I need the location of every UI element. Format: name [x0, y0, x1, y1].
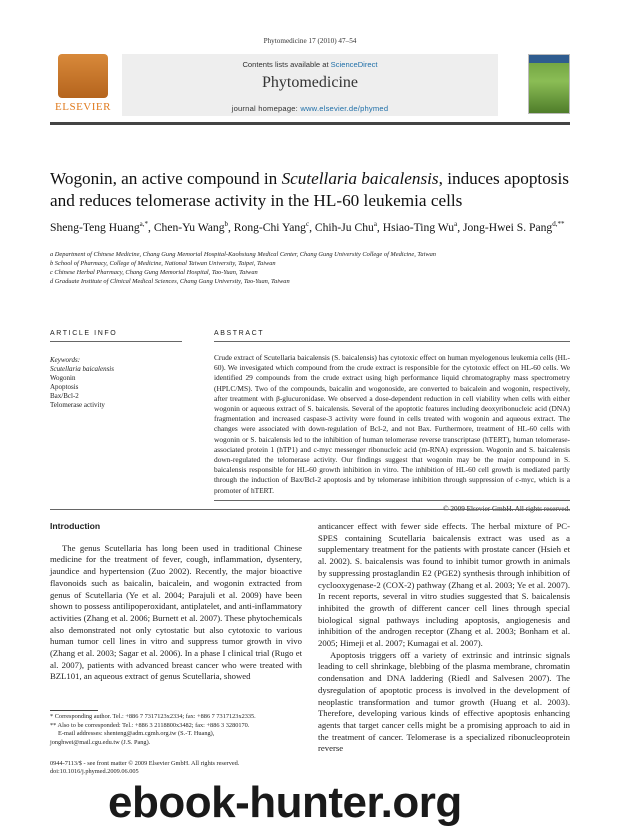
footnote-corresponding: * Corresponding author. Tel.: +886 7 7317123x2334; fax: +886 7 7317123x2335.	[50, 713, 256, 720]
sciencedirect-link[interactable]: ScienceDirect	[330, 60, 378, 69]
right-column	[318, 521, 570, 755]
elsevier-logo	[50, 54, 116, 118]
issn-doi	[50, 760, 310, 777]
article-info-heading: ARTICLE INFO	[50, 330, 118, 337]
elsevier-wordmark: ELSEVIER	[55, 101, 111, 113]
contents-prefix: Contents lists available at	[242, 60, 331, 69]
affiliation-b: b School of Pharmacy, College of Medicine, National Taiwan University, Taipei, Taiwan	[50, 260, 276, 267]
footnote-email: E-mail addresses: shenteng@adm.cgmh.org.tw (S.-T. Huang),	[58, 730, 215, 738]
keyword: Scutellaria baicalensis	[50, 365, 114, 373]
affiliation-c: c Chinese Herbal Pharmacy, Chang Gung Memorial Hospital, Tao-Yuan, Taiwan	[50, 269, 258, 276]
author-affiliation-mark: d,**	[552, 220, 565, 228]
watermark-text: ebook-hunter.org	[108, 778, 462, 827]
footnote-also-corresponding: ** Also to be corresponded: Tel.: +886 3 2118800x3482; fax: +886 3 3280170.	[50, 721, 250, 729]
footnote-email-2: jonghwei@mail.cgu.edu.tw (J.S. Pang).	[50, 738, 151, 746]
masthead-rule	[50, 122, 570, 125]
title-part-1: Wogonin, an active compound in	[50, 169, 282, 188]
author-affiliation-mark: a	[454, 220, 458, 228]
keyword: Wogonin	[50, 374, 76, 382]
affiliation-d: d Graduate Institute of Clinical Medical Sciences, Chang Gung University, Tao-Yuan, Taiwan	[50, 278, 290, 285]
left-column	[50, 521, 302, 683]
author-name: Rong-Chi Yang	[233, 220, 306, 234]
keyword: Bax/Bcl-2	[50, 392, 79, 400]
author-affiliation-mark: a,*	[139, 220, 149, 228]
abstract-heading: ABSTRACT	[214, 330, 265, 337]
author-name: Sheng-Teng Huang	[50, 220, 140, 234]
author-name: Hsiao-Ting Wu	[382, 220, 455, 234]
article-info-rule	[50, 341, 182, 342]
contents-line	[122, 60, 498, 69]
title-part-2: , induces apoptosis and reduces telomerase activity in the HL-60 leukemia cells	[50, 169, 569, 210]
article-info	[50, 330, 182, 410]
abstract-text: Crude extract of Scutellaria baicalensis (S. baicalensis) has cytotoxic effect on human myelogenous leukemia cells (HL-60). We invesigated which compound from the crude extract is responsible for the cytotoxic effect on HL-60 cells. We identified 29 compounds from the crude extract using high performance liquid chromatography mass spectrometry (HPLC/MS). Two of the compounds, baicalin and wogonoside, are converted to baicalein and wogonin, respectively, after treatment with β-glucuronidase. We observed a dose-dependent reduction in cell viability when cells with either wogonin or aqueous extract of S. baicalensis. Several of the apoptotic features including deoxyribonucleic acid (DNA) fragmentation and increased caspase-3 activity were found in cells treated with wogonin and aqueous extract. The changes were associated with down-regulation of Bcl-2, and not Bax. Furthermore, treatment of HL-60 cells with wogonin or S. baicalensis led to the inhibition of human telomerase reverse transcriptase (hTERT), human telomerase-associated protein 1 (hTP1) and c-myc messenger ribonucleic acid (m-RNA) expression. Wogonin and S. baicalensis down-regulated the telomerase activity. Our findings suggest that wogonin may be the major compound in S. baicalensis responsible for HL-60 growth inhibition in vitro. The inhibition of HL-60 cell growth is mediated partly through the induction of Bax/Bcl-2 apoptosis and by telomerase inhibition through suppression of c-myc, which is a promoter of hTERT.	[214, 353, 570, 495]
issn-line: 0944-7113/$ - see front matter © 2009 Elsevier GmbH. All rights reserved.	[50, 760, 240, 767]
author-name: Jong-Hwei S. Pang	[463, 220, 553, 234]
abstract-bottom-rule	[214, 500, 570, 501]
homepage-line	[122, 104, 498, 113]
cover-band	[529, 55, 569, 63]
footnote-rule	[50, 710, 98, 711]
journal-name: Phytomedicine	[262, 74, 358, 91]
author-name: Chen-Yu Wang	[153, 220, 225, 234]
intro-paragraph-1: The genus Scutellaria has long been used in traditional Chinese medicine for the treatment of fever, cough, inflammation, dysentery, jaundice and hypertension (Zuo 2002). Recently, the major bioactive flavonoids such as baicalin, baicalein, and wogonin extracted from genus of Scutellaria (Ye et al. 2004; Parajuli et al. 2009) have been shown to possess antilipoperoxidant, antiplatelet, and anti-inflammatory activities (Zhang et al. 2006; Burnett et al. 2007). These phytochemicals also demonstrated not only cytostatic but also cytotoxic to various human tumor cell lines in vitro and suppress tumor growth in vivo (Zhang et al. 2003; Sagar et al. 2006). In a phase I clinical trial (Rugo et al. 2007), patients with advanced breast cancer who were treated with BZL101, an aqueous extract of genus Scutellaria, showed	[50, 542, 302, 682]
doi-line: doi:10.1016/j.phymed.2009.06.005	[50, 768, 139, 776]
affiliation-a: a Department of Chinese Medicine, Chang Gung Memorial Hospital-Kaohsiung Medical Center, Chang Gung University College of Medicine, Taiwan	[50, 251, 436, 258]
keyword: Telomerase activity	[50, 401, 105, 409]
abstract-rule	[214, 341, 570, 342]
journal-reference: Phytomedicine 17 (2010) 47–54	[263, 37, 357, 45]
homepage-prefix: journal homepage:	[231, 104, 301, 113]
keywords-label: Keywords:	[50, 356, 81, 364]
author-affiliation-mark: a	[373, 220, 377, 228]
author-affiliation-mark: c	[305, 220, 310, 228]
masthead-banner	[122, 54, 498, 116]
affiliations	[50, 250, 570, 286]
tree-icon	[58, 54, 108, 98]
section-rule	[50, 509, 570, 510]
introduction-heading: Introduction	[50, 521, 101, 531]
journal-cover-image	[528, 54, 570, 114]
author-list: Sheng-Teng Huang$^{a,*}$, Chen-Yu Wang$^b$, Rong-Chi Yang$^c$, Chih-Ju Chu$^a$, Hsiao-Ting Wu$^a$, Jong-Hwei S. Pang$^{d,**}$	[50, 220, 565, 234]
keyword: Apoptosis	[50, 383, 79, 391]
author-name: Chih-Ju Chu	[314, 220, 374, 234]
homepage-link[interactable]: www.elsevier.de/phymed	[300, 104, 389, 113]
author-affiliation-mark: b	[224, 220, 228, 228]
article-title	[50, 168, 570, 212]
abstract-section	[214, 330, 570, 513]
title-italic: Scutellaria baicalensis	[281, 169, 439, 188]
journal-masthead	[50, 50, 570, 118]
intro-paragraph-continued: anticancer effect with fewer side effects. The herbal mixture of PC-SPES containing Scutellaria baicalensis extract was used as a supplementary treatment for the patients with prostate cancer (Hsieh et al. 2002). S. baicalensis was found to inhibit tumor growth in animals by suppressing prostaglandin E2 (PGE2) synthesis through inhibition of cyclooxygenase-2 (COX-2) pathway (Zhang et al. 2003; Ye et al. 2007). In recent reports, several in vitro studies suggested that S. baicalensis inhibited the growth of different cancer cell lines through special biological signal pathways including apoptosis, angiogenesis and inhibition of the androgen receptor (Zhang et al. 2003; Bonham et al. 2005; Himeji et al. 2007; Kumagai et al. 2007).	[318, 521, 570, 649]
footnotes	[50, 713, 302, 747]
intro-paragraph-2: Apoptosis triggers off a variety of extrinsic and intrinsic signals leading to cell shrinkage, blebbing of the plasma membrane, chromatin condensation and DNA laddering (Riedl and Salvesen 2007). The dysregulation of apoptotic process is involved in the development of neoplastic transformation and tumor growth (Huang et al. 2003). Therefore, developing various kinds of effective apoptosis enhancing agents that target cancer cells might be a promising approach to aid in the treatment of cancer. Telomerase is a specialized ribonucleoprotein reverse	[318, 649, 570, 754]
